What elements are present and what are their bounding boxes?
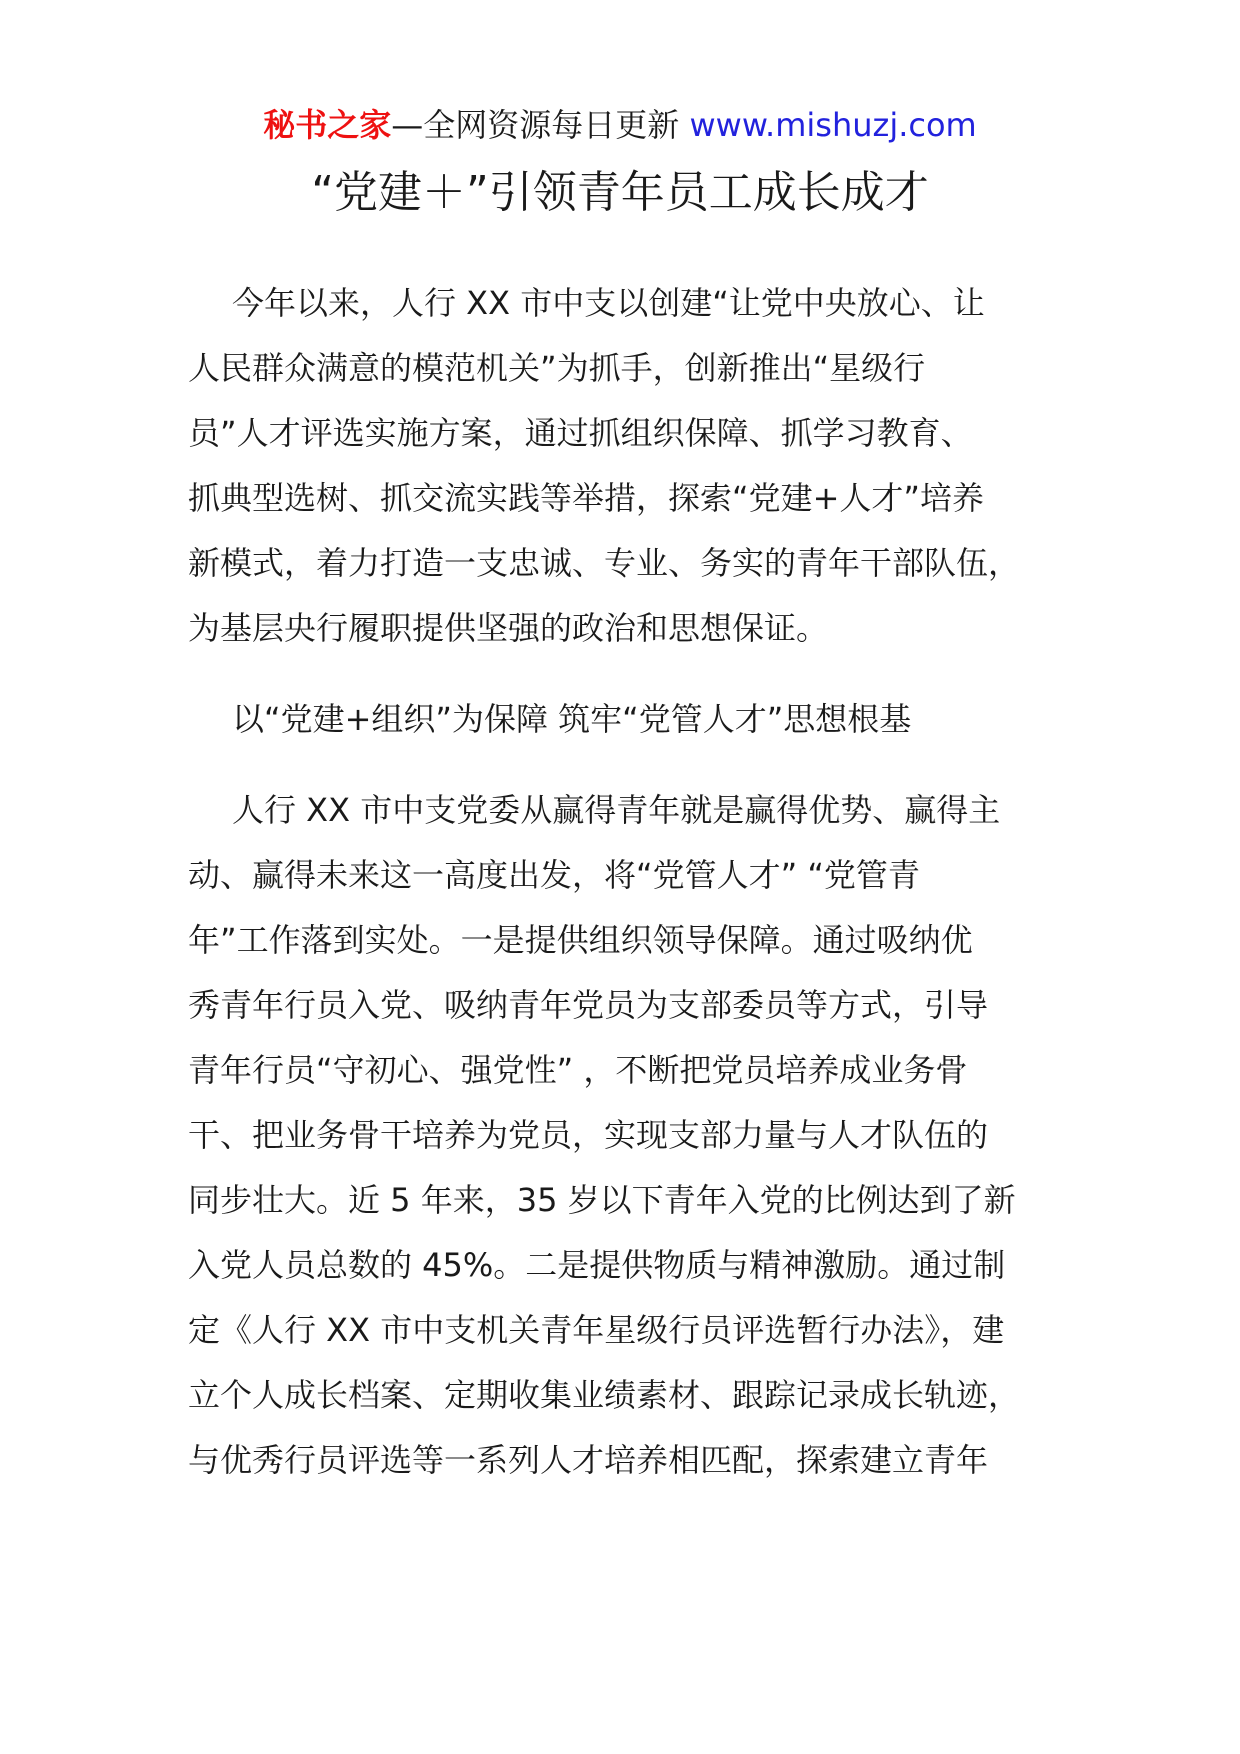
site-tagline: —全网资源每日更新 (391, 106, 680, 144)
paragraph-line: 与优秀行员评选等一系列人才培养相匹配，探索建立青年 (188, 1441, 989, 1479)
paragraph-line: 年”工作落到实处。一是提供组织领导保障。通过吸纳优 (188, 921, 973, 959)
site-brand: 秘书之家 (263, 106, 392, 144)
site-url-link[interactable]: www.mishuzj.com (689, 106, 977, 144)
paragraph-line: 同步壮大。近 5 年来，35 岁以下青年入党的比例达到了新 (188, 1181, 1016, 1219)
paragraph-line: 员”人才评选实施方案，通过抓组织保障、抓学习教育、 (188, 414, 973, 452)
paragraph-intro (188, 271, 1054, 661)
paragraph-line: 人民群众满意的模范机关”为抓手，创新推出“星级行 (188, 349, 926, 387)
paragraph-line: 抓典型选树、抓交流实践等举措，探索“党建+人才”培养 (188, 479, 984, 517)
paragraph-line: 新模式，着力打造一支忠诚、专业、务实的青年干部队伍， (188, 544, 1021, 582)
paragraph-line: 人行 XX 市中支党委从赢得青年就是赢得优势、赢得主 (232, 791, 1001, 829)
paragraph-line: 为基层央行履职提供坚强的政治和思想保证。 (188, 609, 829, 647)
section-subheading: 以“党建+组织”为保障 筑牢“党管人才”思想根基 (232, 700, 912, 738)
paragraph-line: 青年行员“守初心、强党性” ，不断把党员培养成业务骨 (188, 1051, 968, 1089)
paragraph-line: 干、把业务骨干培养为党员，实现支部力量与人才队伍的 (188, 1116, 989, 1154)
paragraph-line: 立个人成长档案、定期收集业绩素材、跟踪记录成长轨迹， (188, 1376, 1021, 1414)
paragraph-section-one (188, 778, 1054, 1493)
paragraph-line: 定《人行 XX 市中支机关青年星级行员评选暂行办法》，建 (188, 1311, 1005, 1349)
document-title: “党建＋”引领青年员工成长成才 (311, 167, 929, 218)
paragraph-line: 动、赢得未来这一高度出发，将“党管人才” “党管青 (188, 856, 920, 894)
paragraph-line: 今年以来，人行 XX 市中支以创建“让党中央放心、让 (232, 284, 985, 322)
site-header (0, 103, 1240, 147)
paragraph-line: 入党人员总数的 45%。二是提供物质与精神激励。通过制 (188, 1246, 1006, 1284)
paragraph-line: 秀青年行员入党、吸纳青年党员为支部委员等方式，引导 (188, 986, 989, 1024)
